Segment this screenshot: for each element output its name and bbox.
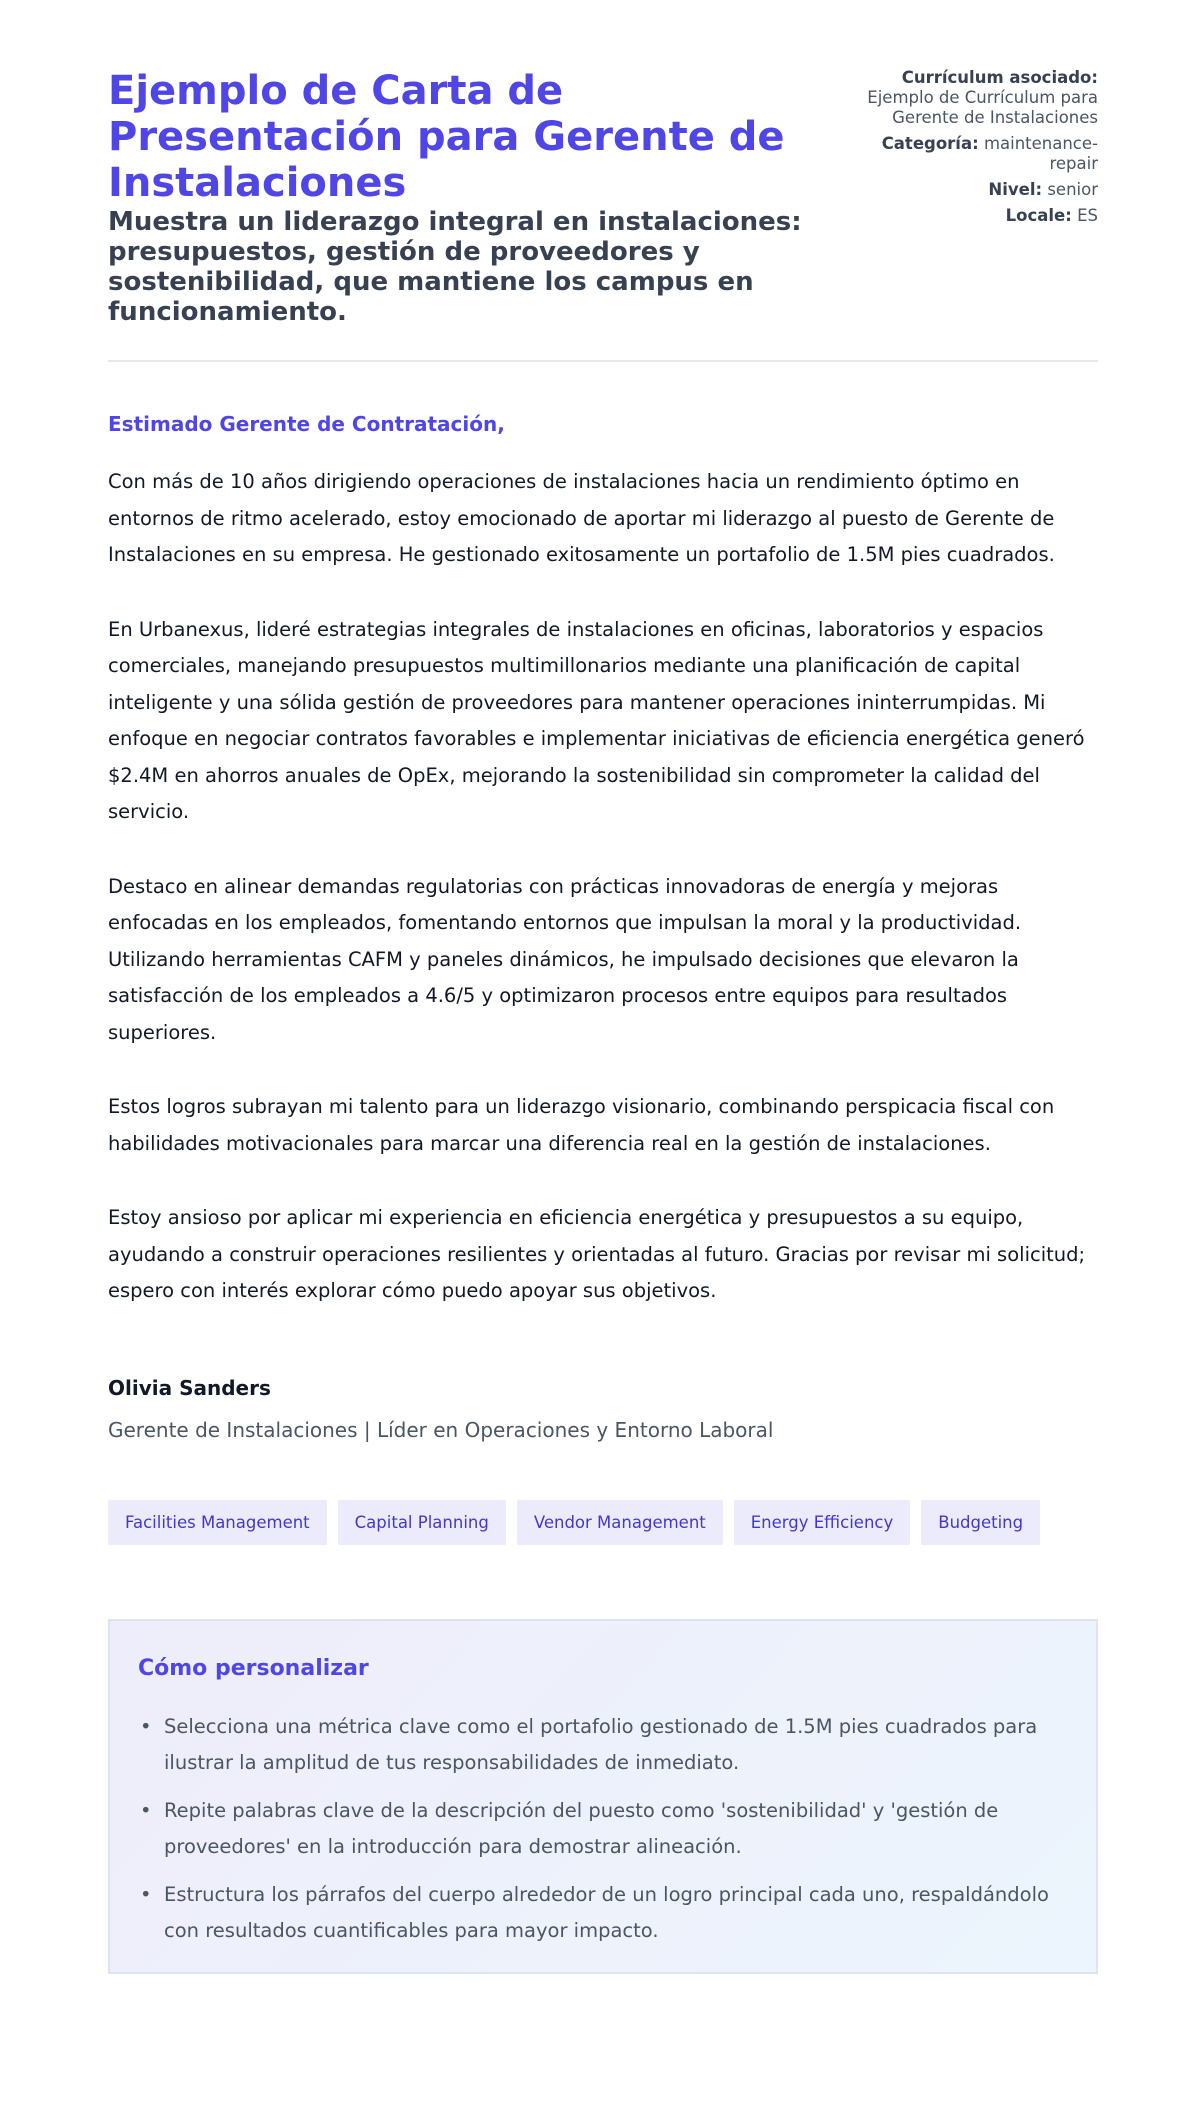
meta-locale-value: ES xyxy=(1077,206,1098,225)
document-header xyxy=(108,0,1098,362)
letter-body xyxy=(108,412,1098,1442)
tips-title: Cómo personalizar xyxy=(138,1655,369,1681)
skill-tag: Vendor Management xyxy=(517,1500,723,1545)
metadata-panel xyxy=(858,68,1098,232)
tip-text: Selecciona una métrica clave como el portafolio gestionado de 1.5M pies cuadrados para ilustrar la amplitud de tus responsabilidades de inmediato. xyxy=(164,1714,1038,1774)
title-block xyxy=(108,68,808,327)
bullet-icon: • xyxy=(140,1714,152,1738)
bullet-icon: • xyxy=(140,1882,152,1906)
meta-category-value: maintenance-repair xyxy=(983,134,1098,173)
meta-level-value: senior xyxy=(1047,180,1098,199)
meta-locale xyxy=(858,206,1098,226)
customization-tips-box xyxy=(108,1619,1098,1974)
signature-block xyxy=(108,1376,1098,1442)
letter-paragraph: Con más de 10 años dirigiendo operaciones de instalaciones hacia un rendimiento óptimo en entornos de ritmo acelerado, estoy emocionado de aportar mi liderazgo al puesto de Gerente de Instalaciones en su empresa. He gestionado exitosamente un portafolio de 1.5M pies cuadrados. xyxy=(108,470,1055,566)
tip-item xyxy=(138,1877,1068,1949)
page-subtitle: Muestra un liderazgo integral en instalaciones: presupuestos, gestión de proveedores y sostenibilidad, que mantiene los campus en funcionamiento. xyxy=(108,207,802,327)
skill-tags xyxy=(108,1500,1098,1545)
tip-text: Repite palabras clave de la descripción del puesto como 'sostenibilidad' y 'gestión de proveedores' en la introducción para demostrar alineación. xyxy=(164,1798,999,1858)
meta-resume xyxy=(858,68,1098,128)
meta-locale-label: Locale: xyxy=(1005,206,1072,225)
meta-category-label: Categoría: xyxy=(881,134,979,153)
salutation: Estimado Gerente de Contratación, xyxy=(108,412,505,436)
page-title: Ejemplo de Carta de Presentación para Gerente de Instalaciones xyxy=(108,68,785,206)
tip-text: Estructura los párrafos del cuerpo alrededor de un logro principal cada uno, respaldándolo con resultados cuantificables para mayor impacto. xyxy=(164,1882,1049,1942)
meta-category xyxy=(858,134,1098,174)
skill-tag: Budgeting xyxy=(921,1500,1040,1545)
skill-tag: Energy Efficiency xyxy=(734,1500,911,1545)
letter-paragraph: Estoy ansioso por aplicar mi experiencia en eficiencia energética y presupuestos a su equipo, ayudando a construir operaciones resilientes y orientadas al futuro. Gracias por revisar mi solicitud; espero con interés explorar cómo puedo apoyar sus objetivos. xyxy=(108,1206,1086,1302)
tip-item xyxy=(138,1709,1068,1781)
meta-level-label: Nivel: xyxy=(988,180,1043,199)
meta-resume-value: Ejemplo de Currículum para Gerente de Instalaciones xyxy=(867,88,1098,127)
signature-title: Gerente de Instalaciones | Líder en Operaciones y Entorno Laboral xyxy=(108,1417,774,1442)
meta-resume-label: Currículum asociado: xyxy=(901,68,1098,87)
letter-paragraphs xyxy=(108,464,1098,1310)
letter-paragraph: Destaco en alinear demandas regulatorias con prácticas innovadoras de energía y mejoras enfocadas en los empleados, fomentando entornos que impulsan la moral y la productividad. Utilizando herramientas CAFM y paneles dinámicos, he impulsado decisiones que elevaron la satisfacción de los empleados a 4.6/5 y optimizaron procesos entre equipos para resultados superiores. xyxy=(108,874,1022,1044)
letter-paragraph: Estos logros subrayan mi talento para un liderazgo visionario, combinando perspicacia fiscal con habilidades motivacionales para marcar una diferencia real en la gestión de instalaciones. xyxy=(108,1095,1055,1155)
signature-name: Olivia Sanders xyxy=(108,1375,271,1400)
tip-item xyxy=(138,1793,1068,1865)
meta-level xyxy=(858,180,1098,200)
skill-tag: Capital Planning xyxy=(338,1500,506,1545)
bullet-icon: • xyxy=(140,1798,152,1822)
cover-letter-page xyxy=(108,0,1098,1974)
skill-tag: Facilities Management xyxy=(108,1500,327,1545)
letter-paragraph: En Urbanexus, lideré estrategias integrales de instalaciones en oficinas, laboratorios y espacios comerciales, manejando presupuestos multimillonarios mediante una planificación de capital inteligente y una sólida gestión de proveedores para mantener operaciones ininterrumpidas. Mi enfoque en negociar contratos favorables e implementar iniciativas de eficiencia energética generó $2.4M en ahorros anuales de OpEx, mejorando la sostenibilidad sin comprometer la calidad del servicio. xyxy=(108,617,1085,823)
tips-list xyxy=(138,1709,1068,1949)
